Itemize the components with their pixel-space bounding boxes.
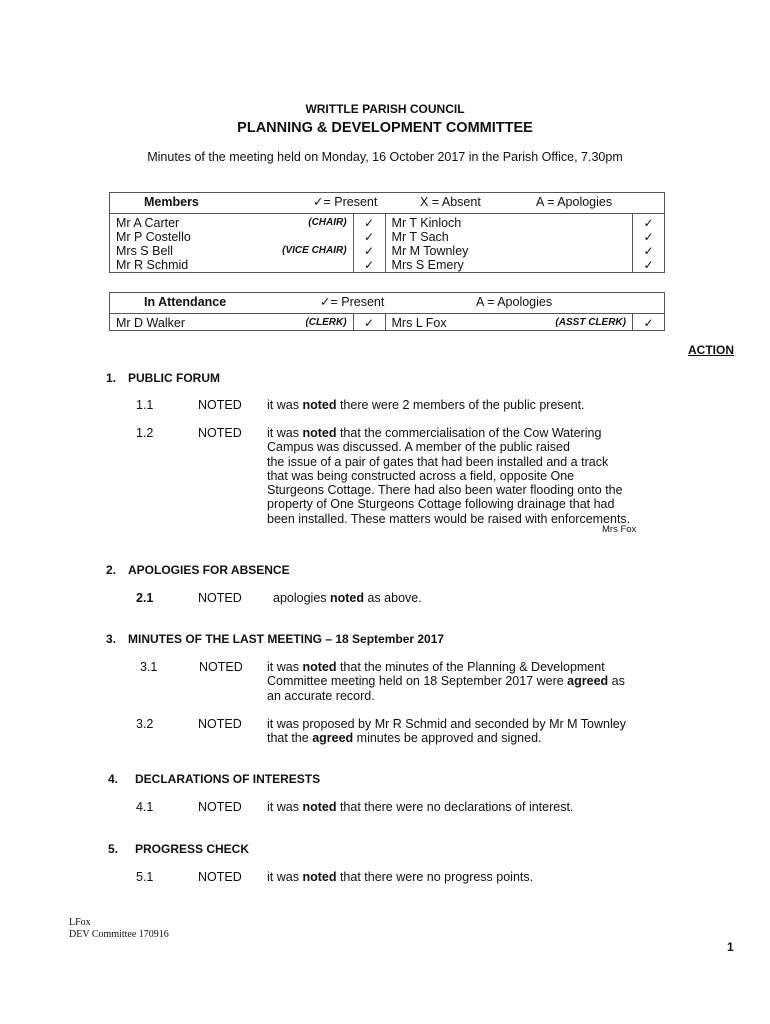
item-text: it was noted that there were no progress points. [267,870,534,884]
member-name: Mrs S Bell [110,244,238,258]
section-title: PROGRESS CHECK [135,842,250,856]
item-text: apologies noted as above. [273,591,422,605]
attendee-mark: ✓ [353,314,385,331]
members-heading: Members [144,195,199,209]
committee-title: PLANNING & DEVELOPMENT COMMITTEE [237,120,533,136]
member-name: Mr R Schmid [110,258,238,273]
item-text: it was noted that the commercialisation of the Cow Watering Campus was discussed. A member of the public raised the issue of a pair of gates that had been installed and a track that was being constructed across a field, opposite One Sturgeons Cottage. There had also been water flooding onto the property of One Sturgeons Cottage following drainage that had been installed. These matters would be raised with enforcements. [267,426,631,526]
member-name: Mrs S Emery [385,258,509,273]
section-title: PUBLIC FORUM [128,371,220,385]
item-status: NOTED [199,660,243,674]
council-name: WRITTLE PARISH COUNCIL [305,102,465,116]
section-title: APOLOGIES FOR ABSENCE [128,563,290,577]
attendee-mark: ✓ [632,314,664,331]
item-number: 1.1 [136,398,154,412]
section-number: 5. [108,842,119,856]
item-number: 2.1 [136,591,154,605]
members-table [109,192,665,273]
member-mark: ✓ [633,244,665,258]
legend-absent: X = Absent [420,195,481,209]
item-status: NOTED [198,870,242,884]
attendee-role: (CLERK) [237,314,353,331]
item-status: NOTED [198,800,242,814]
section-number: 2. [106,563,117,577]
item-number: 1.2 [136,426,154,440]
member-mark: ✓ [633,214,665,231]
member-row [110,230,665,244]
member-row [110,244,665,258]
member-mark: ✓ [353,214,385,231]
item-number: 5.1 [136,870,154,884]
page-number: 1 [727,940,734,954]
member-mark: ✓ [353,258,385,273]
member-mark: ✓ [353,230,385,244]
member-name: Mr M Townley [391,244,469,258]
section-number: 3. [106,632,117,646]
action-column-label: ACTION [688,343,734,357]
item-number: 3.1 [140,660,158,674]
legend-apologies: A = Apologies [536,195,613,209]
member-role: (VICE CHAIR) [282,245,347,256]
item-status: NOTED [198,717,242,731]
legend-present: ✓= Present [313,195,378,209]
item-number: 3.2 [136,717,154,731]
attendance-heading: In Attendance [144,295,227,309]
footer-ref: LFox DEV Committee 170916 [69,917,169,940]
attendee-name: Mrs L Fox [385,314,509,331]
item-status: NOTED [198,426,242,440]
section-title: MINUTES OF THE LAST MEETING – 18 September 2017 [128,632,445,646]
attendance-table [109,292,665,331]
attendee-name: Mr D Walker [110,314,238,331]
member-name: Mr A Carter [110,214,238,231]
item-number: 4.1 [136,800,154,814]
member-name: Mr T Kinloch [391,216,462,230]
member-mark: ✓ [633,230,665,244]
item-text: it was proposed by Mr R Schmid and seconded by Mr M Townley that the agreed minutes be approved and signed. [267,717,626,746]
member-role: (CHAIR) [308,217,347,228]
member-role [237,258,353,273]
meeting-subtitle: Minutes of the meeting held on Monday, 16 October 2017 in the Parish Office, 7.30pm [147,150,623,164]
legend-apologies: A = Apologies [476,295,553,309]
legend-present: ✓= Present [320,295,385,309]
item-status: NOTED [198,591,242,605]
item-text: it was noted that the minutes of the Planning & Development Committee meeting held on 18 September 2017 were agreed as an accurate record. [267,660,625,703]
item-text: it was noted there were 2 members of the public present. [267,398,585,412]
item-status: NOTED [198,398,242,412]
member-mark: ✓ [353,244,385,258]
member-row [110,258,665,273]
attendance-row [110,314,665,331]
attendee-role: (ASST CLERK) [509,314,633,331]
action-owner: Mrs Fox [602,524,637,535]
section-number: 1. [106,371,117,385]
member-row [110,214,665,231]
section-number: 4. [108,772,119,786]
item-text: it was noted that there were no declarations of interest. [267,800,574,814]
member-name: Mr P Costello [110,230,238,244]
member-mark: ✓ [633,258,665,273]
section-title: DECLARATIONS OF INTERESTS [135,772,321,786]
member-role [237,230,353,244]
member-name: Mr T Sach [391,230,449,244]
